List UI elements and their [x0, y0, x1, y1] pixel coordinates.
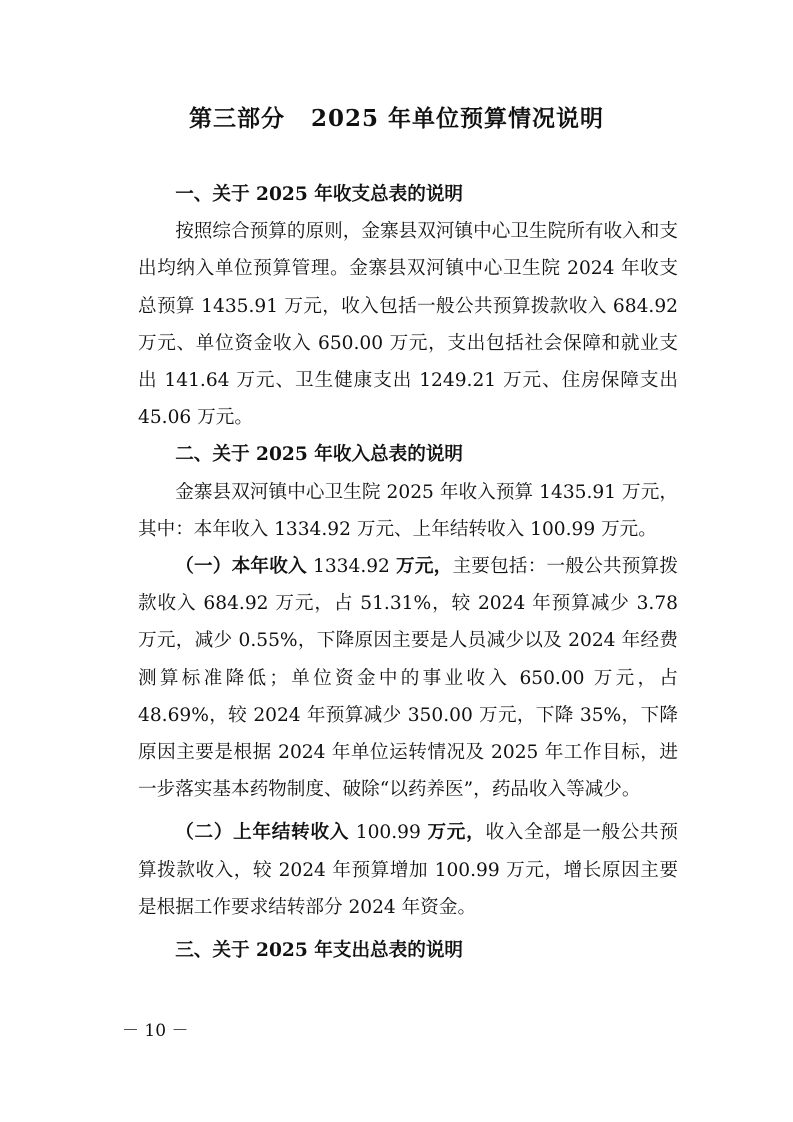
item2-unit: 万元， [427, 822, 486, 844]
item2-label: （二）上年结转收入 [175, 822, 350, 844]
income-item-carryover [138, 814, 678, 926]
section-paragraph-1: 按照综合预算的原则，金寨县双河镇中心卫生院所有收入和支出均纳入单位预算管理。金寨县双河镇中心卫生院 2024 年收支总预算 1435.91 万元，收入包括一般公共预算拨款收入 684.92 万元、单位资金收入 650.00 万元，支出包括社会保障和就业支出 141.64 万元、卫生健康支出 1249.21 万元、住房保障支出 45.06 万元。 [138, 221, 678, 429]
item2-amount: 100.99 [349, 822, 428, 844]
section-heading-2: 二、关于 2025 年收入总表的说明 [175, 444, 464, 466]
income-item-current-year [138, 548, 678, 808]
page-number: － 10 － [122, 1021, 189, 1041]
document-body [138, 176, 678, 969]
item1-amount: 1334.92 [306, 556, 397, 578]
page-title [0, 100, 793, 133]
section-paragraph-2: 金寨县双河镇中心卫生院 2025 年收入预算 1435.91 万元，其中：本年收入 1334.92 万元、上年结转收入 100.99 万元。 [138, 481, 678, 540]
section-heading-3: 三、关于 2025 年支出总表的说明 [175, 940, 464, 962]
section-heading-1: 一、关于 2025 年收支总表的说明 [175, 184, 464, 205]
item2-text: 收入全部是一般公共预算拨款收入，较 2024 年预算增加 100.99 万元，增长原因主要是根据工作要求结转部分 2024 年资金。 [138, 822, 678, 918]
title-main-text: 2025 年单位预算情况说明 [310, 105, 605, 132]
title-part-label: 第三部分 [188, 105, 285, 132]
item1-text: 主要包括：一般公共预算拨款收入 684.92 万元，占 51.31%，较 2024 年预算减少 3.78 万元，减少 0.55%，下降原因主要是人员减少以及 2024 年经费测算标准降低；单位资金中的事业收入 650.00 万元，占 48.69%，较 2024 年预算减少 350.00 万元，下降 35%，下降原因主要是根据 2024 年单位运转情况及 2025 年工作目标，进一步落实基本药物制度、破除“以药养医”，药品收入等减少。 [138, 556, 678, 801]
item1-unit: 万元， [396, 556, 453, 578]
item1-label: （一）本年收入 [175, 556, 307, 578]
